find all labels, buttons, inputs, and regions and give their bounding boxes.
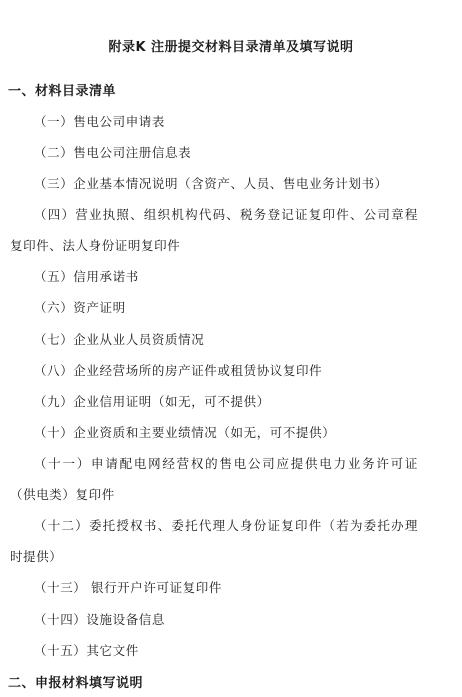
list-item: （十五）其它文件: [34, 643, 139, 658]
document-title: 附录K 注册提交材料目录清单及填写说明: [108, 40, 354, 55]
list-item: （十二）委托授权书、委托代理人身份证复印件（若为委托办理: [34, 518, 418, 533]
list-item: （四）营业执照、组织机构代码、税务登记证复印件、公司章程: [34, 207, 418, 222]
list-item-continuation: （供电类）复印件: [10, 487, 115, 502]
list-item: （七）企业从业人员资质情况: [34, 332, 205, 347]
list-item: （六）资产证明: [34, 300, 126, 315]
list-item: （十一）申请配电网经营权的售电公司应提供电力业务许可证: [34, 456, 418, 471]
list-item-continuation: 时提供）: [10, 549, 63, 564]
list-item: （一）售电公司申请表: [34, 114, 166, 129]
list-item: （二）售电公司注册信息表: [34, 145, 192, 160]
list-item-continuation: 复印件、法人身份证明复印件: [10, 238, 181, 253]
list-item: （十）企业资质和主要业绩情况（如无，可不提供）: [34, 425, 336, 440]
list-item: （五）信用承诺书: [34, 269, 139, 284]
list-item: （十三） 银行开户许可证复印件: [34, 580, 222, 595]
list-item: （九）企业信用证明（如无，可不提供）: [34, 394, 270, 409]
list-item: （十四）设施设备信息: [34, 612, 166, 627]
section-heading-materials-list: 一、材料目录清单: [8, 84, 117, 99]
list-item: （三）企业基本情况说明（含资产、人员、售电业务计划书）: [34, 176, 388, 191]
section-heading-filling-instructions: 二、申报材料填写说明: [8, 676, 144, 691]
list-item: （八）企业经营场所的房产证件或租赁协议复印件: [34, 363, 323, 378]
